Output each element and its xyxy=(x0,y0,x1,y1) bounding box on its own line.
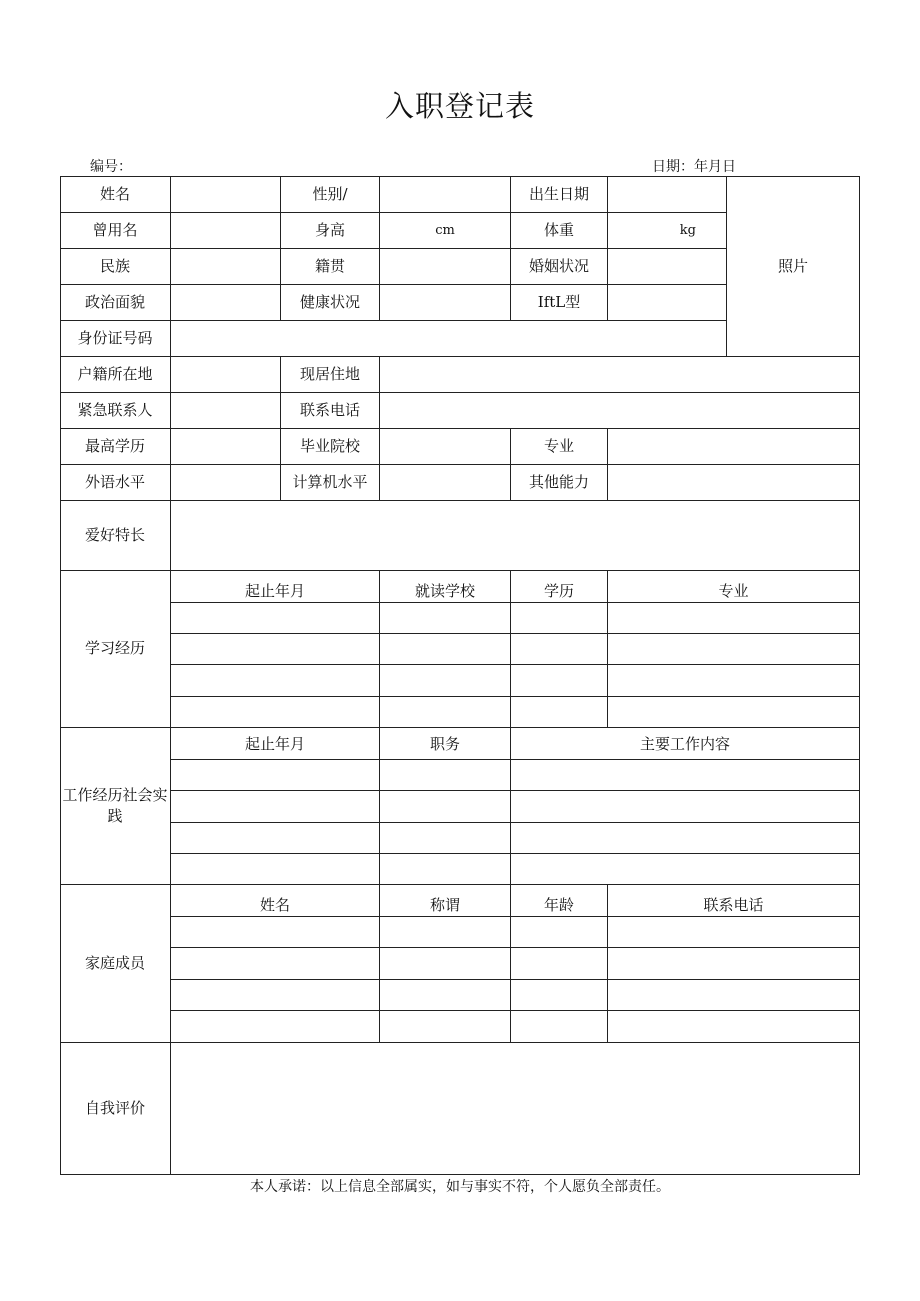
health-status-field[interactable] xyxy=(380,284,510,320)
label-ethnicity: 民族 xyxy=(99,256,130,275)
label-education-level: 最高学历 xyxy=(84,436,145,455)
label-weight: 体重 xyxy=(543,220,574,239)
work-col-content: 主要工作内容 xyxy=(639,735,730,753)
label-emergency-contact: 紧急联系人 xyxy=(77,400,153,419)
label-native-place: 籍贯 xyxy=(314,256,345,275)
education-level-field[interactable] xyxy=(171,428,280,464)
label-birth-date: 出生日期 xyxy=(528,184,589,203)
label-political-status: 政治面貌 xyxy=(84,292,145,311)
date-label: 日期：年月日 xyxy=(652,159,736,175)
label-former-name: 曾用名 xyxy=(92,220,138,239)
weight-field[interactable]: kg xyxy=(679,222,696,238)
other-abilities-field[interactable] xyxy=(608,464,859,500)
family-col-age: 年龄 xyxy=(543,896,574,914)
birth-date-field[interactable] xyxy=(608,176,726,212)
label-name: 姓名 xyxy=(99,184,130,203)
education-history-label: 学习经历 xyxy=(84,639,145,657)
native-place-field[interactable] xyxy=(380,248,510,284)
self-evaluation-field[interactable] xyxy=(171,1043,859,1174)
label-blood-type: IftL型 xyxy=(537,292,581,311)
photo-box[interactable]: 照片 xyxy=(777,256,808,275)
edu-col-period: 起止年月 xyxy=(244,582,305,600)
label-foreign-language: 外语水平 xyxy=(84,472,145,491)
emergency-contact-field[interactable] xyxy=(171,392,280,428)
family-col-relation: 称谓 xyxy=(429,896,460,914)
label-other-abilities: 其他能力 xyxy=(528,472,589,491)
former-name-field[interactable] xyxy=(171,212,280,248)
blood-type-field[interactable] xyxy=(608,284,726,320)
label-current-address: 现居住地 xyxy=(299,364,360,383)
contact-phone-field[interactable] xyxy=(380,392,859,428)
family-col-phone: 联系电话 xyxy=(703,896,764,914)
name-field[interactable] xyxy=(171,176,280,212)
edu-col-school: 就读学校 xyxy=(414,582,475,600)
label-graduate-school: 毕业院校 xyxy=(299,436,360,455)
label-contact-phone: 联系电话 xyxy=(299,400,360,419)
ethnicity-field[interactable] xyxy=(171,248,280,284)
page-title: 入职登记表 xyxy=(384,89,535,123)
label-computer-skill: 计算机水平 xyxy=(292,472,368,491)
self-evaluation-label: 自我评价 xyxy=(84,1099,145,1117)
gender-field[interactable] xyxy=(380,176,510,212)
political-status-field[interactable] xyxy=(171,284,280,320)
hukou-location-field[interactable] xyxy=(171,356,280,392)
major-field[interactable] xyxy=(608,428,859,464)
computer-skill-field[interactable] xyxy=(380,464,510,500)
serial-number-label: 编号： xyxy=(90,159,132,175)
edu-col-major: 专业 xyxy=(718,582,749,600)
work-col-position: 职务 xyxy=(429,735,460,753)
foreign-language-field[interactable] xyxy=(171,464,280,500)
label-hukou-location: 户籍所在地 xyxy=(77,364,153,383)
label-hobbies: 爱好特长 xyxy=(84,525,145,544)
family-members-label: 家庭成员 xyxy=(84,953,145,972)
marital-status-field[interactable] xyxy=(608,248,726,284)
work-col-period: 起止年月 xyxy=(244,735,305,753)
label-marital-status: 婚姻状况 xyxy=(528,256,589,275)
graduate-school-field[interactable] xyxy=(380,428,510,464)
height-field[interactable]: cm xyxy=(435,222,455,238)
label-health-status: 健康状况 xyxy=(299,292,360,311)
label-height: 身高 xyxy=(314,220,345,239)
hobbies-field[interactable] xyxy=(171,500,859,570)
current-address-field[interactable] xyxy=(380,356,859,392)
edu-col-degree: 学历 xyxy=(543,582,574,600)
label-gender: 性别/ xyxy=(312,184,348,203)
id-number-field[interactable] xyxy=(171,320,726,356)
label-major: 专业 xyxy=(543,436,574,455)
work-history-label: 工作经历社会实践 xyxy=(62,785,168,825)
family-col-name: 姓名 xyxy=(259,896,290,914)
pledge-statement: 本人承诺：以上信息全部属实，如与事实不符，个人愿负全部责任。 xyxy=(250,1179,670,1195)
label-id-number: 身份证号码 xyxy=(77,328,153,347)
